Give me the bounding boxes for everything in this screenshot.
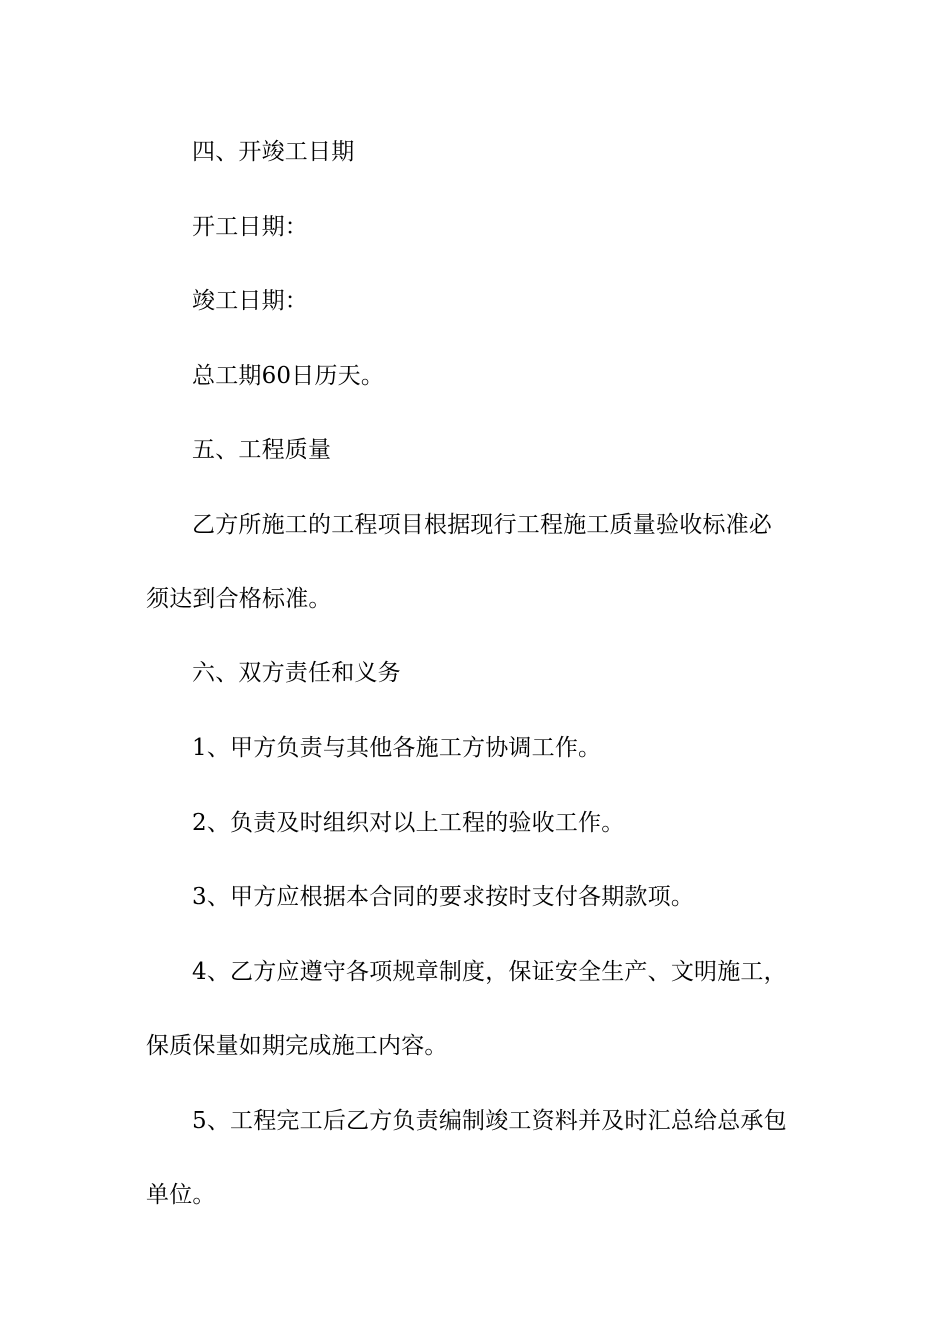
- section-heading-quality: 五、工程质量: [192, 437, 332, 463]
- responsibility-item-4-line-2: 保质保量如期完成施工内容。: [146, 1033, 448, 1059]
- responsibility-item-5-line-2: 单位。: [146, 1182, 216, 1208]
- responsibility-item-4-line-1: 4、乙方应遵守各项规章制度，保证安全生产、文明施工，: [192, 959, 787, 985]
- start-date-line: 开工日期：: [192, 214, 308, 240]
- completion-date-line: 竣工日期：: [192, 288, 308, 314]
- responsibility-item-3: 3、甲方应根据本合同的要求按时支付各期款项。: [192, 884, 695, 910]
- responsibility-item-5-line-1: 5、工程完工后乙方负责编制竣工资料并及时汇总给总承包: [192, 1108, 787, 1134]
- responsibility-item-2: 2、负责及时组织对以上工程的验收工作。: [192, 810, 625, 836]
- quality-paragraph-line-2: 须达到合格标准。: [146, 586, 332, 612]
- responsibility-item-1: 1、甲方负责与其他各施工方协调工作。: [192, 735, 602, 761]
- section-heading-responsibilities: 六、双方责任和义务: [192, 660, 401, 686]
- total-duration-line: 总工期60日历天。: [192, 363, 385, 389]
- section-heading-schedule: 四、开竣工日期: [192, 139, 355, 165]
- quality-paragraph-line-1: 乙方所施工的工程项目根据现行工程施工质量验收标准必: [192, 512, 772, 538]
